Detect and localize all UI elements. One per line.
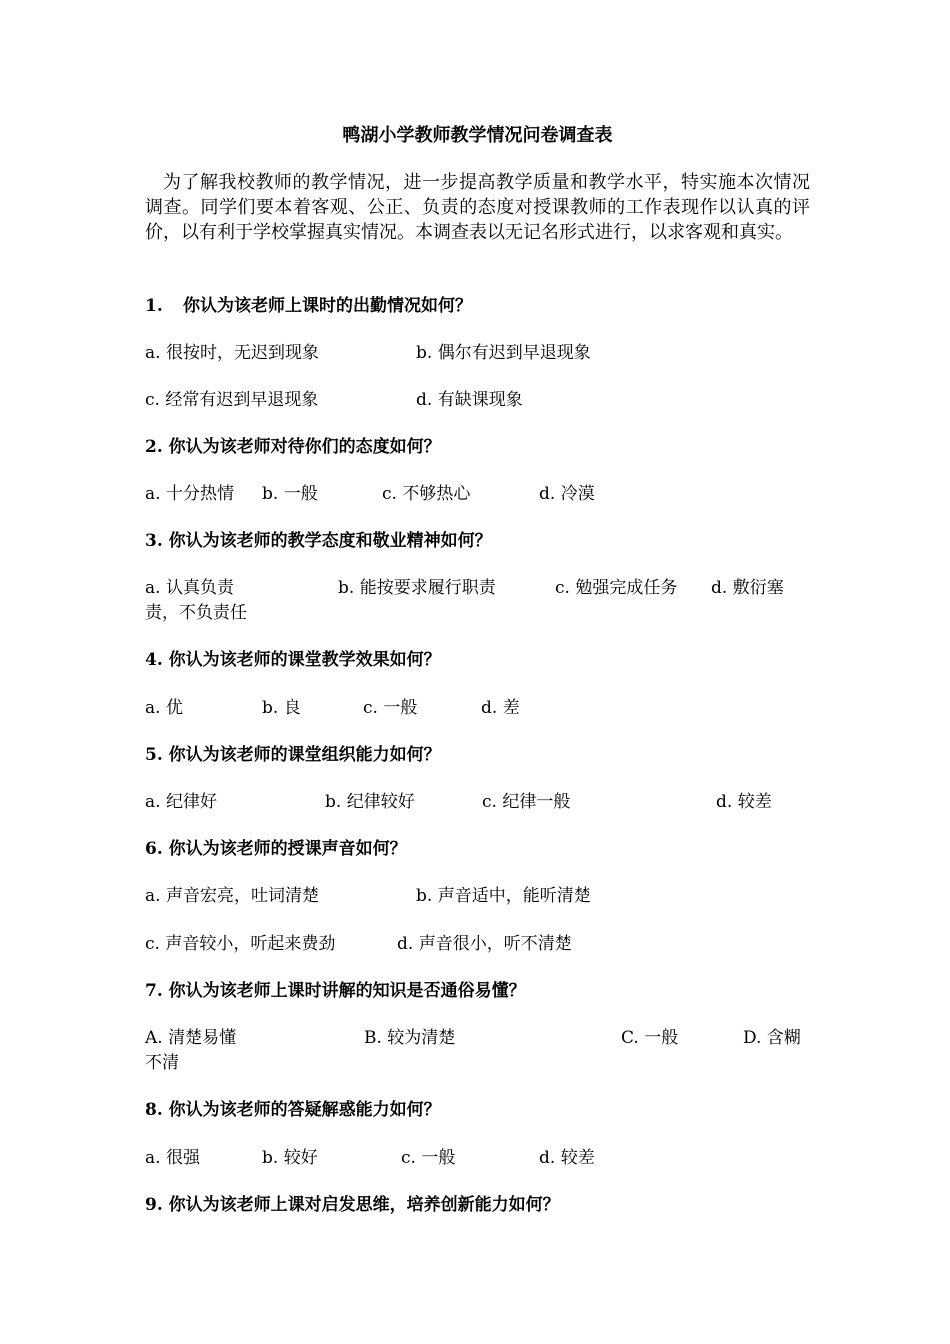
options-row — [145, 388, 810, 412]
options-row — [145, 482, 810, 506]
question-8: 8. 你认为该老师的答疑解惑能力如何？ — [145, 1100, 441, 1120]
question-text: 你认为该老师上课时的出勤情况如何？ — [183, 296, 472, 316]
option-c[interactable]: c. 一般 — [363, 698, 418, 718]
page-title: 鸭湖小学教师教学情况问卷调查表 — [342, 125, 613, 146]
option-d[interactable]: d. 较差 — [539, 1148, 595, 1168]
option-b[interactable]: b. 较好 — [262, 1148, 318, 1168]
option-a[interactable]: a. 声音宏亮，吐词清楚 — [145, 886, 319, 906]
options-row — [145, 696, 810, 720]
intro-paragraph: 为了解我校教师的教学情况，进一步提高教学质量和教学水平，特实施本次情况调查。同学们要本着客观、公正、负责的态度对授课教师的工作表现作以认真的评价，以有利于学校掌握真实情况。本调查表以无记名形式进行，以求客观和真实。 — [145, 172, 810, 243]
option-a[interactable]: a. 十分热情 — [145, 484, 234, 504]
option-b[interactable]: b. 能按要求履行职责 — [338, 578, 496, 598]
option-d-continuation: 责，不负责任 — [145, 603, 247, 623]
option-c[interactable]: C. 一般 — [621, 1028, 679, 1048]
option-a[interactable]: a. 很按时，无迟到现象 — [145, 343, 319, 363]
question-number: 1. — [145, 296, 163, 316]
option-a[interactable]: A. 清楚易懂 — [145, 1028, 237, 1048]
option-d[interactable]: d. 较差 — [716, 792, 772, 812]
option-c[interactable]: c. 纪律一般 — [482, 792, 571, 812]
options-row — [145, 790, 810, 814]
option-c[interactable]: c. 勉强完成任务 — [555, 578, 678, 598]
option-c[interactable]: c. 一般 — [401, 1148, 456, 1168]
option-c[interactable]: c. 声音较小，听起来费劲 — [145, 934, 336, 954]
options-row — [145, 1146, 810, 1170]
option-d[interactable]: d. 冷漠 — [539, 484, 595, 504]
question-2: 2. 你认为该老师对待你们的态度如何？ — [145, 437, 441, 457]
options-row — [145, 932, 810, 956]
options-row — [145, 884, 810, 908]
option-d[interactable]: d. 敷衍塞 — [711, 578, 784, 598]
options-row — [145, 341, 810, 365]
option-d-continuation: 不清 — [145, 1053, 179, 1073]
question-9: 9. 你认为该老师上课对启发思维，培养创新能力如何？ — [145, 1195, 560, 1215]
option-d[interactable]: D. 含糊 — [743, 1028, 801, 1048]
option-c[interactable]: c. 经常有迟到早退现象 — [145, 390, 319, 410]
options-row — [145, 576, 810, 626]
options-row — [145, 1026, 810, 1076]
option-a[interactable]: a. 纪律好 — [145, 792, 217, 812]
option-b[interactable]: B. 较为清楚 — [364, 1028, 456, 1048]
option-d[interactable]: d. 声音很小，听不清楚 — [397, 934, 572, 954]
option-b[interactable]: b. 良 — [262, 698, 301, 718]
option-b[interactable]: b. 一般 — [262, 484, 318, 504]
option-b[interactable]: b. 纪律较好 — [325, 792, 415, 812]
question-6: 6. 你认为该老师的授课声音如何？ — [145, 839, 407, 859]
question-7: 7. 你认为该老师上课时讲解的知识是否通俗易懂？ — [145, 981, 526, 1001]
option-c[interactable]: c. 不够热心 — [382, 484, 471, 504]
option-a[interactable]: a. 认真负责 — [145, 578, 234, 598]
option-d[interactable]: d. 有缺课现象 — [416, 390, 523, 410]
question-5: 5. 你认为该老师的课堂组织能力如何？ — [145, 745, 441, 765]
option-a[interactable]: a. 很强 — [145, 1148, 200, 1168]
option-d[interactable]: d. 差 — [481, 698, 520, 718]
option-b[interactable]: b. 声音适中，能听清楚 — [416, 886, 591, 906]
option-a[interactable]: a. 优 — [145, 698, 183, 718]
question-1 — [145, 294, 472, 318]
question-3: 3. 你认为该老师的教学态度和敬业精神如何？ — [145, 531, 492, 551]
option-b[interactable]: b. 偶尔有迟到早退现象 — [416, 343, 591, 363]
question-4: 4. 你认为该老师的课堂教学效果如何？ — [145, 650, 441, 670]
